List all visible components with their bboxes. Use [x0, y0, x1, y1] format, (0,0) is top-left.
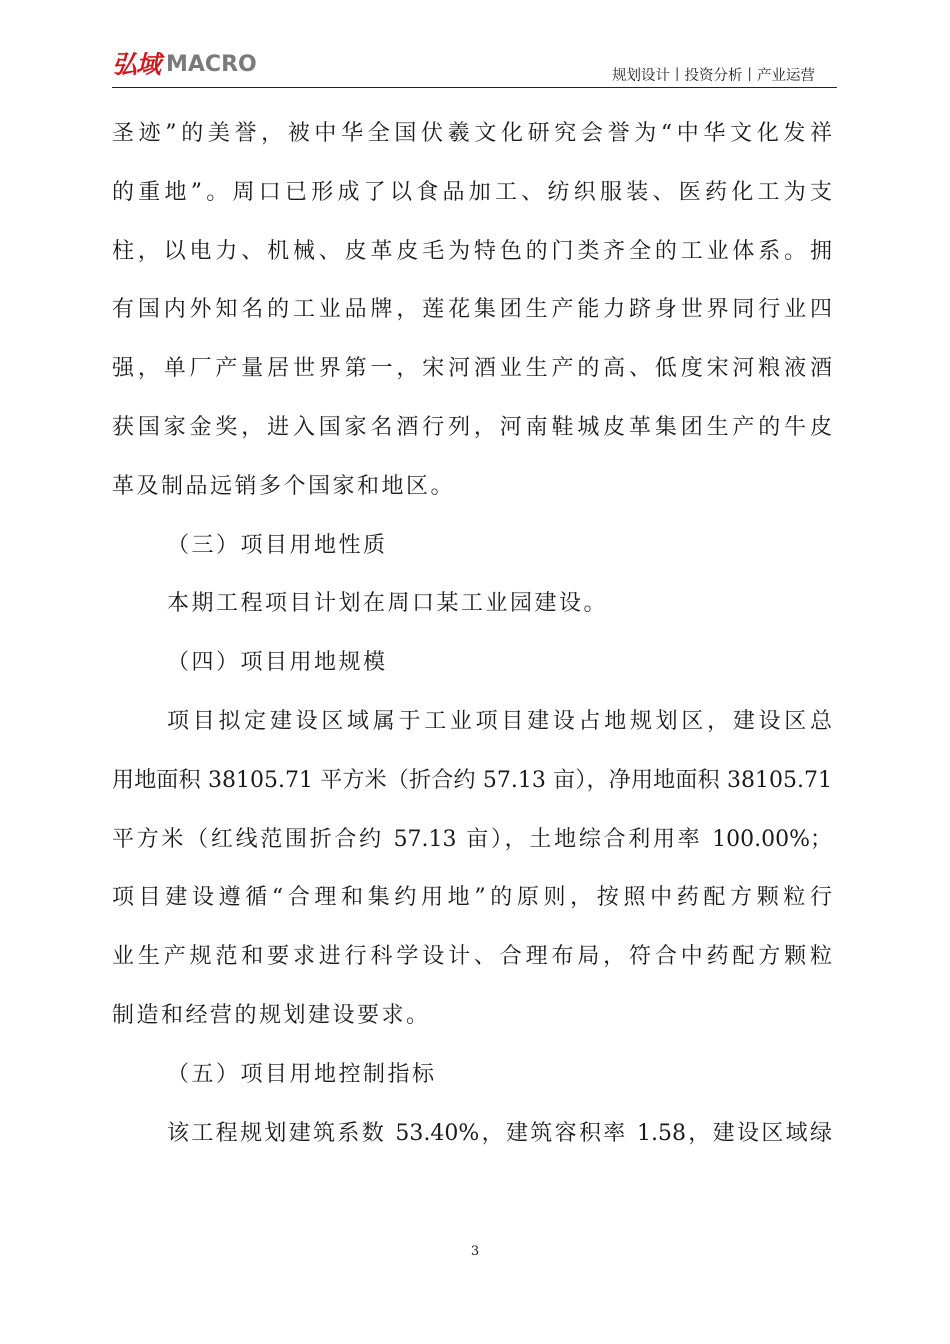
header-tagline: 规划设计丨投资分析丨产业运营	[612, 68, 815, 84]
section-heading: （五）项目用地控制指标	[167, 1061, 437, 1087]
body-line: 强，单厂产量居世界第一，宋河酒业生产的高、低度宋河粮液酒	[112, 356, 832, 382]
body-line: 柱，以电力、机械、皮革皮毛为特色的门类齐全的工业体系。拥	[112, 238, 832, 264]
body-line: 革及制品远销多个国家和地区。	[112, 473, 456, 499]
body-line: 圣迹”的美誉，被中华全国伏羲文化研究会誉为“中华文化发祥	[112, 121, 832, 146]
body-line: 本期工程项目计划在周口某工业园建设。	[167, 591, 609, 617]
body-line: 项目建设遵循“合理和集约用地”的原则，按照中药配方颗粒行	[112, 885, 832, 911]
body-line: 用地面积 38105.71 平方米（折合约 57.13 亩），净用地面积 38105.71	[112, 767, 832, 793]
company-logo	[112, 50, 257, 80]
body-line: 项目拟定建设区域属于工业项目建设占地规划区，建设区总	[167, 708, 832, 734]
body-line: 业生产规范和要求进行科学设计、合理布局，符合中药配方颗粒	[112, 944, 832, 970]
section-heading: （三）项目用地性质	[167, 532, 388, 558]
logo-text: MACRO	[166, 52, 257, 77]
body-line: 的重地”。周口已形成了以食品加工、纺织服装、医药化工为支	[112, 179, 832, 205]
body-line: 获国家金奖，进入国家名酒行列，河南鞋城皮革集团生产的牛皮	[112, 414, 832, 440]
body-line: 制造和经营的规划建设要求。	[112, 1002, 431, 1028]
document-body	[112, 105, 832, 1163]
section-heading: （四）项目用地规模	[167, 650, 388, 676]
body-line: 该工程规划建筑系数 53.40%，建筑容积率 1.58，建设区域绿	[167, 1120, 832, 1146]
body-line: 有国内外知名的工业品牌，莲花集团生产能力跻身世界同行业四	[112, 297, 832, 323]
page-number: 3	[470, 1244, 480, 1259]
header-divider	[112, 87, 837, 88]
logo-mark: 弘域	[112, 50, 161, 79]
page-header	[112, 48, 837, 88]
body-line: 平方米（红线范围折合约 57.13 亩），土地综合利用率 100.00%；	[112, 826, 832, 852]
